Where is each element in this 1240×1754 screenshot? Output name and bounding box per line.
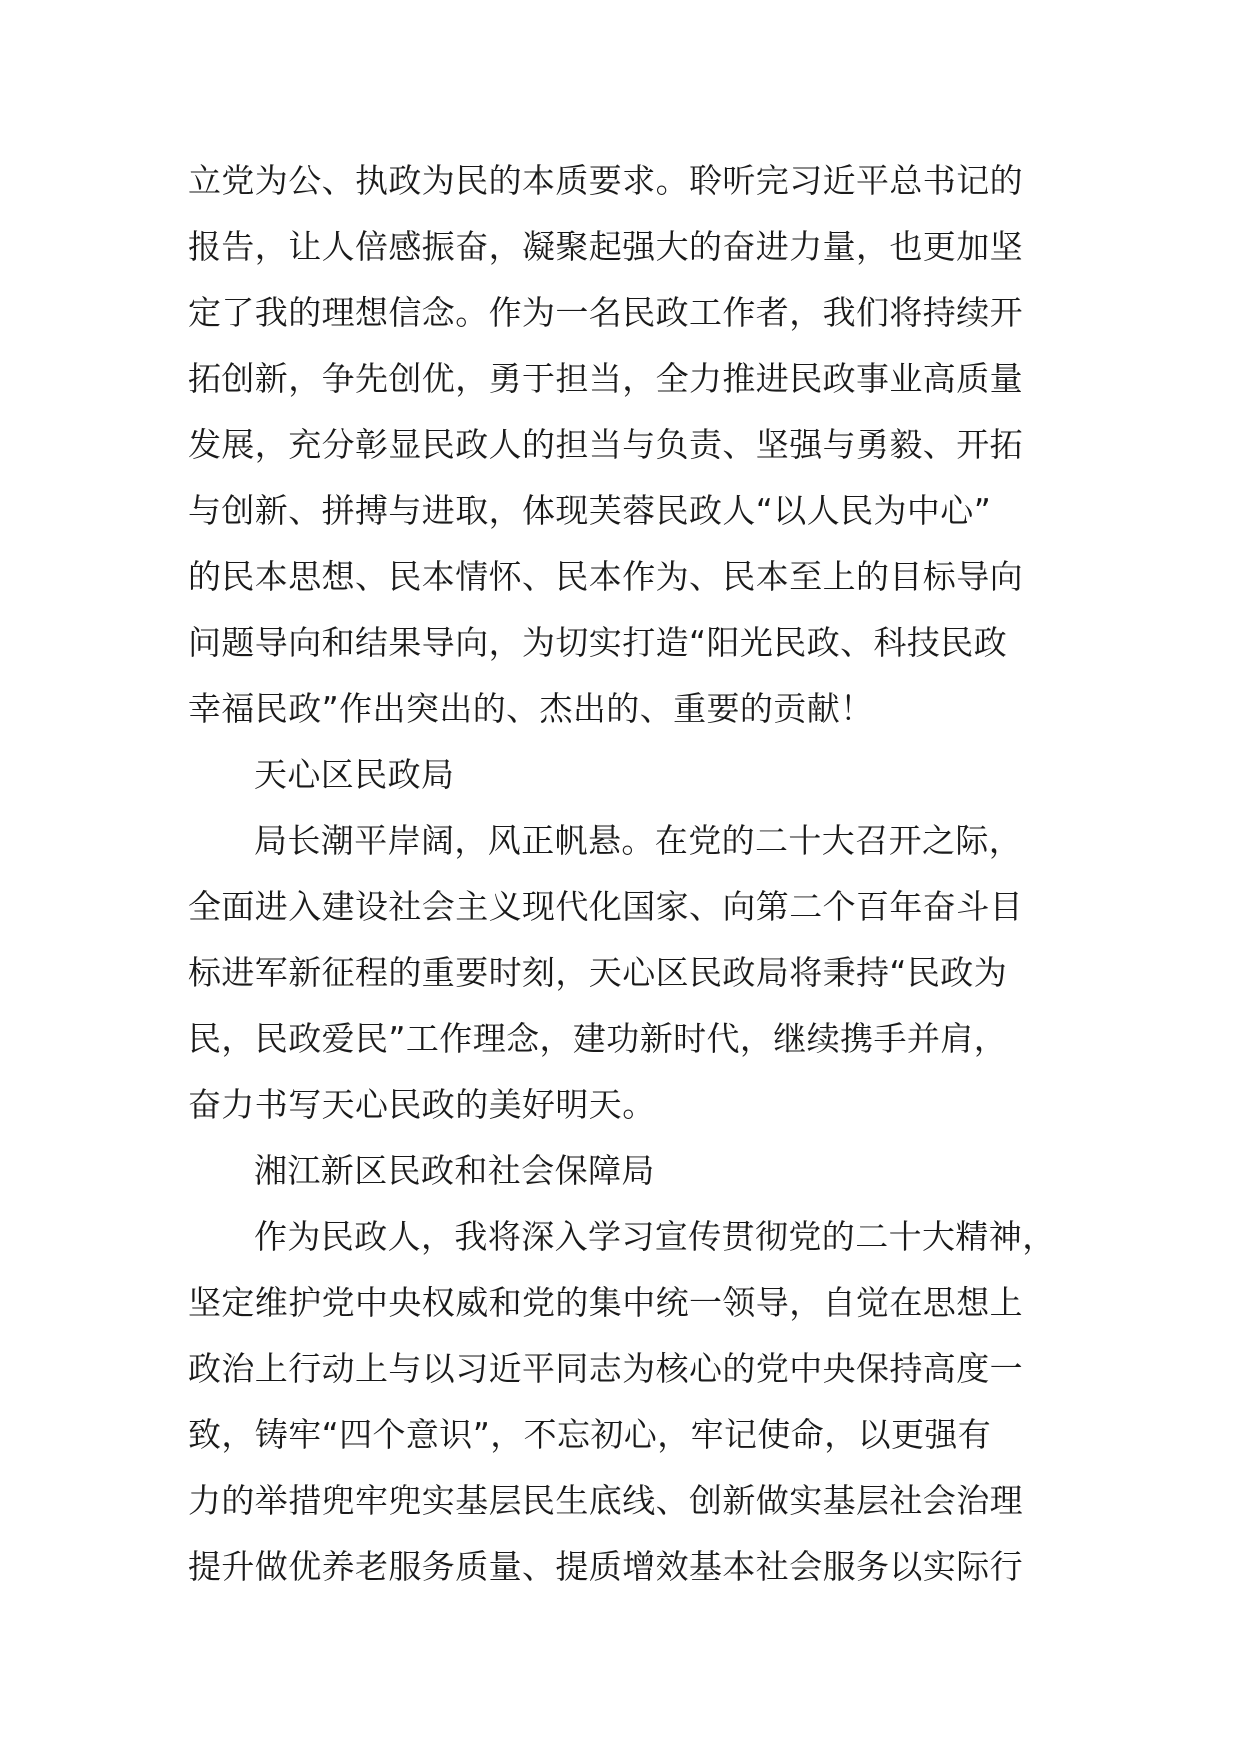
text-line: 与创新、拼搏与进取，体现芙蓉民政人“以人民为中心”: [188, 491, 992, 530]
text-line: 标进军新征程的重要时刻，天心区民政局将秉持“民政为: [188, 953, 1008, 992]
text-line: 拓创新，争先创优，勇于担当，全力推进民政事业高质量: [188, 359, 1023, 398]
paragraph-start-line: 局长潮平岸阔，风正帆悬。在党的二十大召开之际，: [254, 821, 1023, 860]
paragraph-start-line: 天心区民政局: [254, 755, 455, 794]
text-line: 奋力书写天心民政的美好明天。: [188, 1085, 656, 1124]
text-line: 发展，充分彰显民政人的担当与负责、坚强与勇毅、开拓: [188, 425, 1023, 464]
text-line: 政治上行动上与以习近平同志为核心的党中央保持高度一: [188, 1349, 1023, 1388]
text-line: 民，民政爱民”工作理念，建功新时代，继续携手并肩，: [188, 1019, 1008, 1058]
text-line: 提升做优养老服务质量、提质增效基本社会服务以实际行: [188, 1547, 1023, 1586]
text-line: 的民本思想、民本情怀、民本作为、民本至上的目标导向: [188, 557, 1023, 596]
text-line: 立党为公、执政为民的本质要求。聆听完习近平总书记的: [188, 161, 1023, 200]
text-line: 问题导向和结果导向，为切实打造“阳光民政、科技民政: [188, 623, 1008, 662]
paragraph-start-line: 作为民政人，我将深入学习宣传贯彻党的二十大精神，: [254, 1217, 1056, 1256]
text-line: 报告，让人倍感振奋，凝聚起强大的奋进力量，也更加坚: [188, 227, 1023, 266]
text-line: 力的举措兜牢兜实基层民生底线、创新做实基层社会治理: [188, 1481, 1023, 1520]
paragraph-start-line: 湘江新区民政和社会保障局: [254, 1151, 655, 1190]
text-line: 致，铸牢“四个意识”，不忘初心，牢记使命，以更强有: [188, 1415, 992, 1454]
text-line: 全面进入建设社会主义现代化国家、向第二个百年奋斗目: [188, 887, 1023, 926]
text-line: 幸福民政”作出突出的、杰出的、重要的贡献！: [188, 689, 874, 728]
text-line: 坚定维护党中央权威和党的集中统一领导，自觉在思想上: [188, 1283, 1023, 1322]
text-line: 定了我的理想信念。作为一名民政工作者，我们将持续开: [188, 293, 1023, 332]
document-body: [188, 148, 1088, 1600]
